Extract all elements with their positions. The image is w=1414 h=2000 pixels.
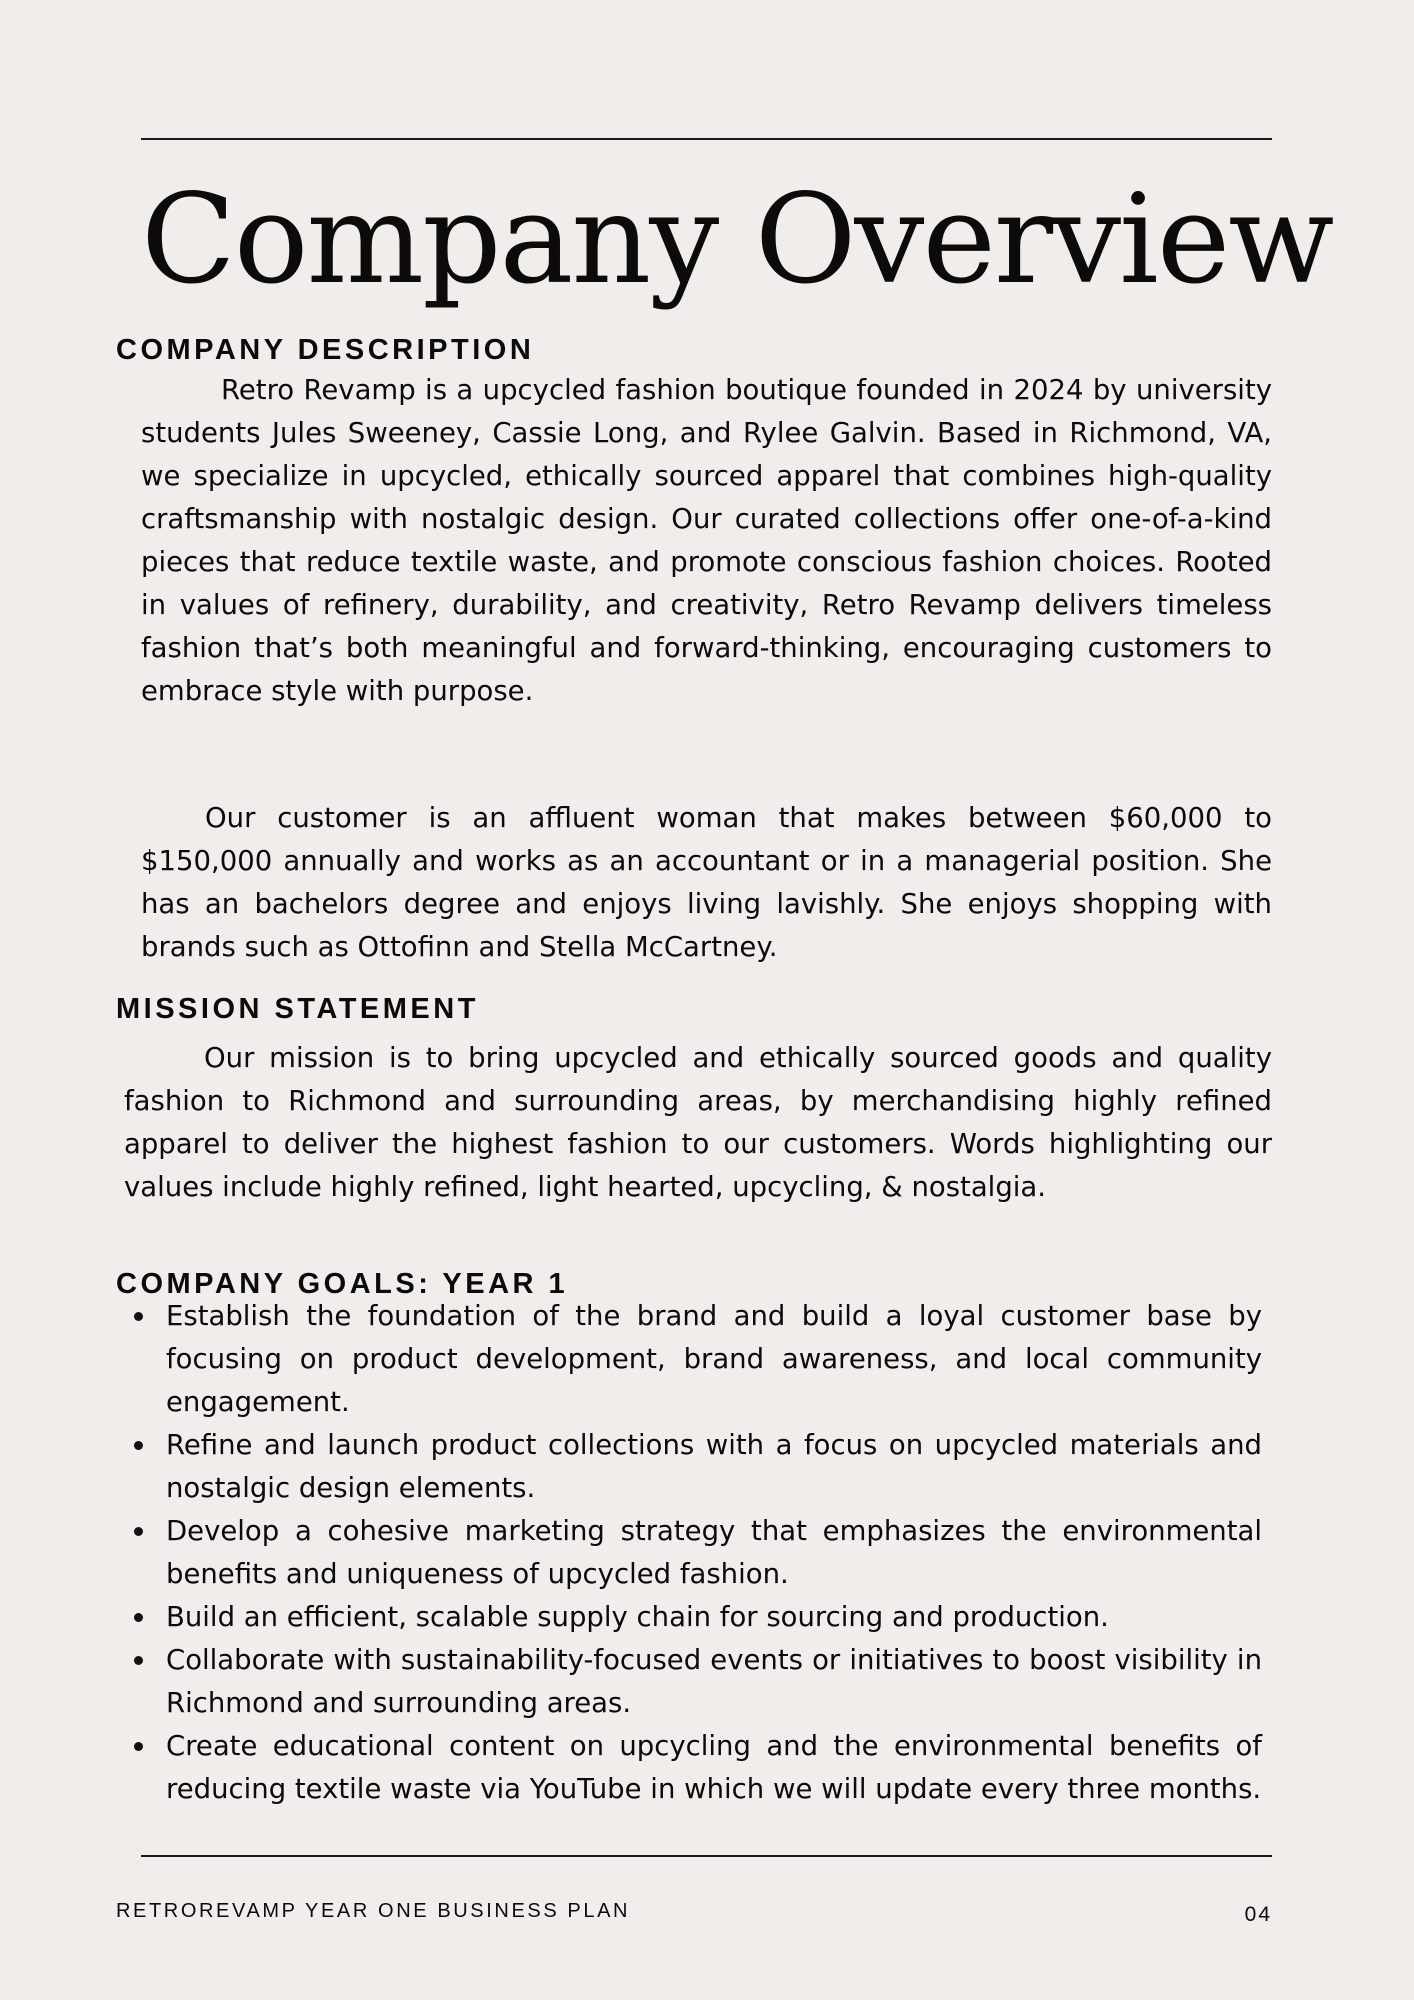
bottom-divider bbox=[141, 1855, 1272, 1857]
section-heading-company-goals: COMPANY GOALS: YEAR 1 bbox=[116, 1268, 569, 1300]
goal-item bbox=[166, 1295, 1262, 1424]
goal-item bbox=[166, 1596, 1262, 1639]
mission-statement-paragraph: Our mission is to bring upcycled and ethically sourced goods and quality fashion to Richmond and surrounding areas, by merchandising highly refined apparel to deliver the highest fashion to our customers. Words highlighting our values include highly refined, light hearted, upcycling, & nostalgia. bbox=[124, 1042, 1272, 1203]
footer-document-label: RETROREVAMP YEAR ONE BUSINESS PLAN bbox=[116, 1900, 631, 1922]
goal-text: Refine and launch product collections with a focus on upcycled materials and nostalgic design elements. bbox=[166, 1429, 1262, 1504]
goal-item bbox=[166, 1424, 1262, 1510]
top-divider bbox=[141, 138, 1272, 140]
section-heading-company-description: COMPANY DESCRIPTION bbox=[116, 334, 535, 366]
goal-text: Build an efficient, scalable supply chain for sourcing and production. bbox=[166, 1601, 1109, 1633]
bullet-icon bbox=[134, 1510, 144, 1553]
goal-item bbox=[166, 1725, 1262, 1811]
goal-text: Develop a cohesive marketing strategy that emphasizes the environmental benefits and uniqueness of upcycled fashion. bbox=[166, 1515, 1262, 1590]
goals-list bbox=[166, 1295, 1262, 1811]
page-title: Company Overview bbox=[141, 168, 1333, 312]
bullet-icon bbox=[134, 1596, 144, 1639]
goal-text: Create educational content on upcycling and the environmental benefits of reducing textile waste via YouTube in which we will update every three months. bbox=[166, 1730, 1262, 1805]
company-description-paragraph: Retro Revamp is a upcycled fashion boutique founded in 2024 by university students Jules Sweeney, Cassie Long, and Rylee Galvin. Based in Richmond, VA, we specialize in upcycled, ethically sourced apparel that combines high-quality craftsmanship with nostalgic design. Our curated collections offer one-of-a-kind pieces that reduce textile waste, and promote conscious fashion choices. Rooted in values of refinery, durability, and creativity, Retro Revamp delivers timeless fashion that’s both meaningful and forward-thinking, encouraging customers to embrace style with purpose. bbox=[141, 374, 1272, 707]
goal-item bbox=[166, 1510, 1262, 1596]
goal-text: Collaborate with sustainability-focused events or initiatives to boost visibility in Richmond and surrounding areas. bbox=[166, 1644, 1262, 1719]
section-heading-mission-statement: MISSION STATEMENT bbox=[116, 993, 479, 1025]
page-number: 04 bbox=[1244, 1903, 1272, 1926]
bullet-icon bbox=[134, 1725, 144, 1768]
goal-item bbox=[166, 1639, 1262, 1725]
bullet-icon bbox=[134, 1295, 144, 1338]
bullet-icon bbox=[134, 1639, 144, 1682]
goal-text: Establish the foundation of the brand and build a loyal customer base by focusing on product development, brand awareness, and local community engagement. bbox=[166, 1300, 1262, 1418]
bullet-icon bbox=[134, 1424, 144, 1467]
customer-profile-paragraph: Our customer is an affluent woman that makes between $60,000 to $150,000 annually and works as an accountant or in a managerial position. She has an bachelors degree and enjoys living lavishly. She enjoys shopping with brands such as Ottofinn and Stella McCartney. bbox=[141, 802, 1272, 963]
